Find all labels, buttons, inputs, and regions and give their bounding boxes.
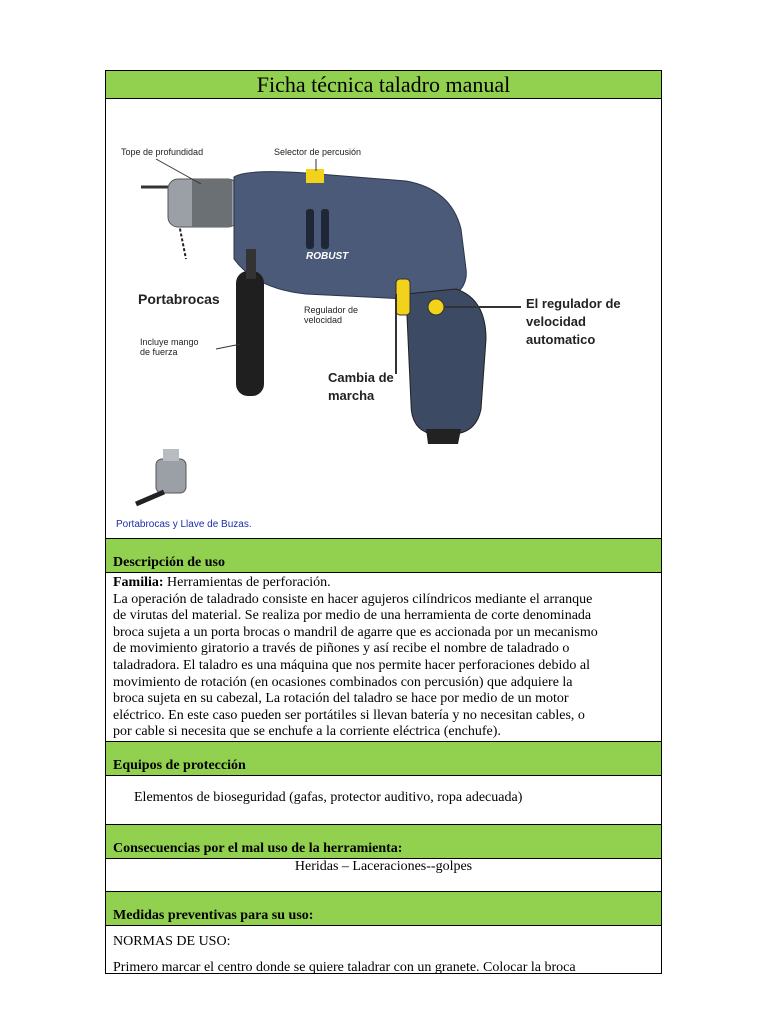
- section-heading-consecuencias: Consecuencias por el mal uso de la herramienta:: [106, 825, 661, 859]
- medidas-line: Primero marcar el centro donde se quiere taladrar con un granete. Colocar la broca: [113, 960, 576, 975]
- equipos-body: Elementos de bioseguridad (gafas, protector auditivo, ropa adecuada): [106, 776, 661, 825]
- label-mango-line1: Incluye mango: [140, 337, 199, 347]
- familia-label: Familia:: [113, 575, 164, 590]
- desc-line: La operación de taladrado consiste en hacer agujeros cilíndricos mediante el arranque: [113, 591, 593, 607]
- spec-sheet: [105, 70, 662, 974]
- label-cambia-marcha: [328, 369, 394, 405]
- medidas-line: NORMAS DE USO:: [113, 934, 231, 949]
- consecuencias-body: Heridas – Laceraciones--golpes: [106, 859, 661, 892]
- sheet-title: Ficha técnica taladro manual: [106, 71, 661, 99]
- label-auto-line2: velocidad: [526, 314, 586, 329]
- section-heading-descripcion: Descripción de uso: [106, 539, 661, 573]
- familia-line: [113, 575, 654, 592]
- drill-figure: [106, 99, 661, 539]
- label-regulador-line1: Regulador de: [304, 305, 359, 315]
- descripcion-body: [106, 573, 661, 742]
- label-cambia-line2: marcha: [328, 388, 375, 403]
- familia-value: Herramientas de perforación.: [163, 575, 331, 590]
- label-tope-profundidad: Tope de profundidad: [121, 147, 204, 157]
- label-auto-line3: automatico: [526, 332, 596, 347]
- label-mango-line2: de fuerza: [140, 347, 178, 357]
- desc-line: por cable si necesita que se enchufe a la corriente eléctrica (enchufe).: [113, 724, 501, 740]
- label-regulador-velocidad: [304, 305, 358, 325]
- label-regulador-line2: velocidad: [304, 315, 343, 325]
- label-regulador-automatico: [526, 295, 621, 349]
- desc-line: eléctrico. En este caso pueden ser portátiles si llevan batería y no necesitan cables, o: [113, 707, 585, 723]
- label-portabrocas: Portabrocas: [138, 291, 220, 307]
- section-heading-equipos: Equipos de protección: [106, 742, 661, 776]
- brand-logo: ROBUST: [306, 251, 349, 262]
- section-heading-medidas: Medidas preventivas para su uso:: [106, 892, 661, 926]
- desc-line: de movimiento giratorio a través de piñones y así recibe el nombre de taladrado o: [113, 641, 570, 657]
- label-auto-line1: El regulador de: [526, 296, 621, 311]
- desc-line: broca sujeta a un porta brocas o mandril de agarre que es accionada por un mecanismo: [113, 624, 598, 640]
- figure-caption: Portabrocas y Llave de Buzas.: [116, 519, 252, 530]
- desc-line: de virutas del material. Se realiza por medio de una herramienta de corte denominada: [113, 608, 592, 624]
- desc-line: broca sujeta en su cabezal, La rotación del taladro se hace por medio de un motor: [113, 691, 569, 707]
- label-selector-percusion: Selector de percusión: [274, 147, 362, 157]
- label-cambia-line1: Cambia de: [328, 370, 394, 385]
- label-mango-fuerza: [140, 337, 199, 357]
- desc-line: taladradora. El taladro es una máquina que nos permite hacer perforaciones debido al: [113, 657, 590, 673]
- desc-line: movimiento de rotación (en ocasiones combinados con percusión) que adquiere la: [113, 674, 573, 690]
- medidas-body: [106, 926, 661, 973]
